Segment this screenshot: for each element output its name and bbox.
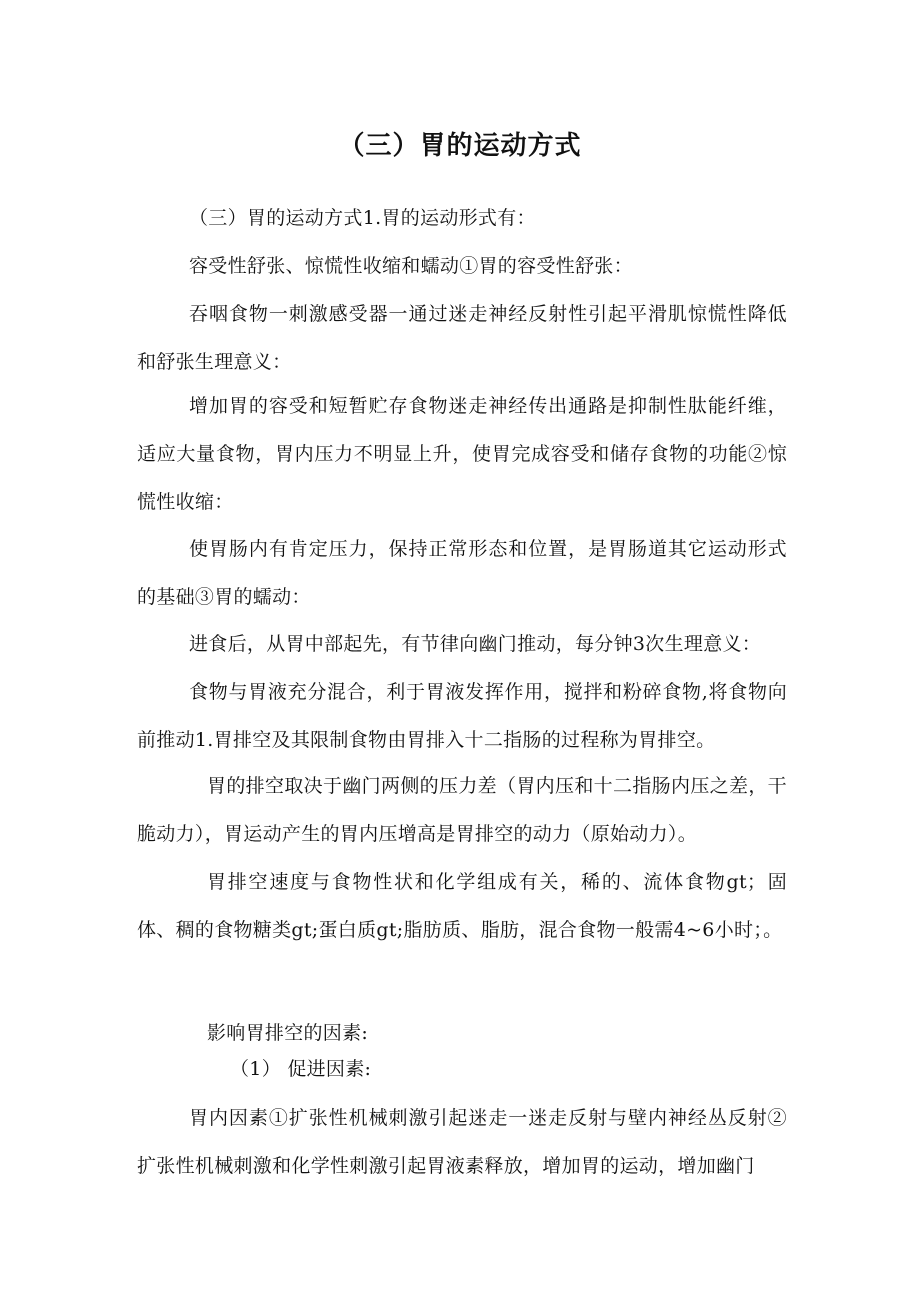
paragraph-9: 胃排空速度与食物性状和化学组成有关，稀的、流体食物gt；固体、稠的食物糖类gt;蛋白质gt;脂肪质、脂肪，混合食物一般需4~6小时；。 <box>137 871 787 941</box>
paragraph-2: 容受性舒张、惊慌性收缩和蠕动①胃的容受性舒张： <box>189 255 633 277</box>
paragraph-5: 使胃肠内有肯定压力，保持正常形态和位置，是胃肠道其它运动形式的基础③胃的蠕动： <box>137 538 787 608</box>
paragraph-3: 吞咽食物一刺激感受器一通过迷走神经反射性引起平滑肌惊慌性降低和舒张生理意义： <box>137 303 787 373</box>
page-title: （三）胃的运动方式 <box>338 131 582 161</box>
paragraph-6: 进食后，从胃中部起先，有节律向幽门推动，每分钟3次生理意义： <box>189 633 762 655</box>
paragraph-1: （三）胃的运动方式1.胃的运动形式有： <box>189 207 536 229</box>
paragraph-12: 胃内因素①扩张性机械刺激引起迷走一迷走反射与壁内神经丛反射②扩张性机械刺激和化学性刺激引起胃液素释放，增加胃的运动，增加幽门 <box>137 1107 787 1177</box>
paragraph-11: （1） 促进因素: <box>230 1058 372 1080</box>
paragraph-10: 影响胃排空的因素: <box>207 1022 369 1044</box>
paragraph-4: 增加胃的容受和短暂贮存食物迷走神经传出通路是抑制性肽能纤维，适应大量食物，胃内压力不明显上升，使胃完成容受和储存食物的功能②惊慌性收缩： <box>137 395 787 513</box>
paragraph-8: 胃的排空取决于幽门两侧的压力差（胃内压和十二指肠内压之差，干脆动力），胃运动产生的胃内压增高是胃排空的动力（原始动力）。 <box>137 775 787 845</box>
paragraph-7: 食物与胃液充分混合，利于胃液发挥作用，搅拌和粉碎食物,将食物向前推动1.胃排空及其限制食物由胃排入十二指肠的过程称为胃排空。 <box>137 681 787 751</box>
